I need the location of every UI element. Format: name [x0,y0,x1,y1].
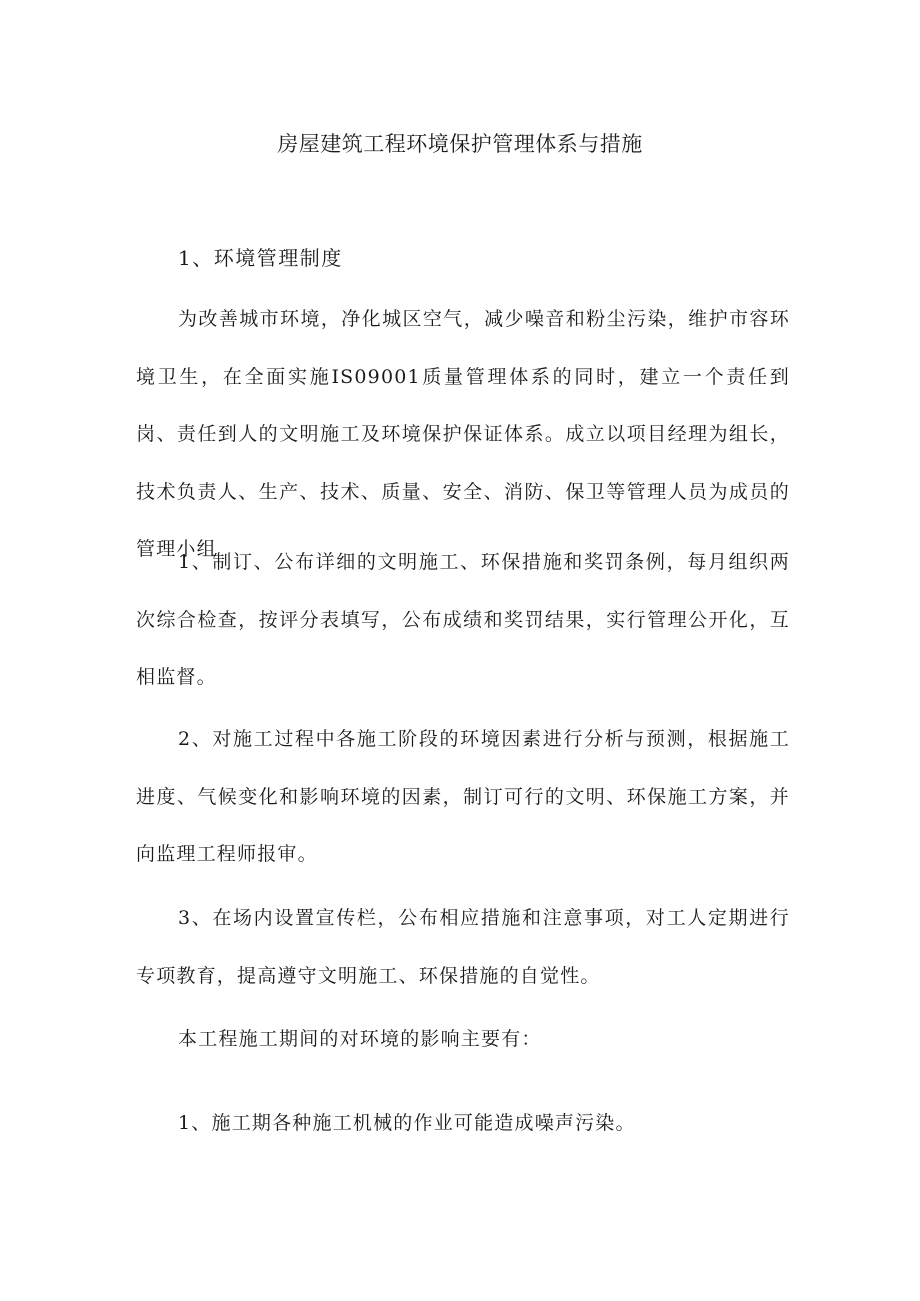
section-heading: 1、环境管理制度 [178,246,343,270]
paragraph-impact-intro: 本工程施工期间的对环境的影响主要有： [178,1028,542,1050]
paragraph-impact-1: 1、施工期各种施工机械的作业可能造成噪声污染。 [178,1112,636,1134]
paragraph-item-1: 1、制订、公布详细的文明施工、环保措施和奖罚条例，每月组织两次综合检查，按评分表填写，公布成绩和奖罚结果，实行管理公开化，互相监督。 [136,551,790,688]
paragraph-intro: 为改善城市环境，净化城区空气，减少噪音和粉尘污染，维护市容环境卫生，在全面实施IS09001质量管理体系的同时，建立一个责任到岗、责任到人的文明施工及环境保护保证体系。成立以项目经理为组长，技术负责人、生产、技术、质量、安全、消防、保卫等管理人员为成员的管理小组 [136,308,790,560]
document-title: 房屋建筑工程环境保护管理体系与措施 [277,132,643,156]
paragraph-item-2: 2、对施工过程中各施工阶段的环境因素进行分析与预测，根据施工进度、气候变化和影响环境的因素，制订可行的文明、环保施工方案，并向监理工程师报审。 [136,728,790,865]
paragraph-item-3: 3、在场内设置宣传栏，公布相应措施和注意事项，对工人定期进行专项教育，提高遵守文明施工、环保措施的自觉性。 [136,907,790,987]
